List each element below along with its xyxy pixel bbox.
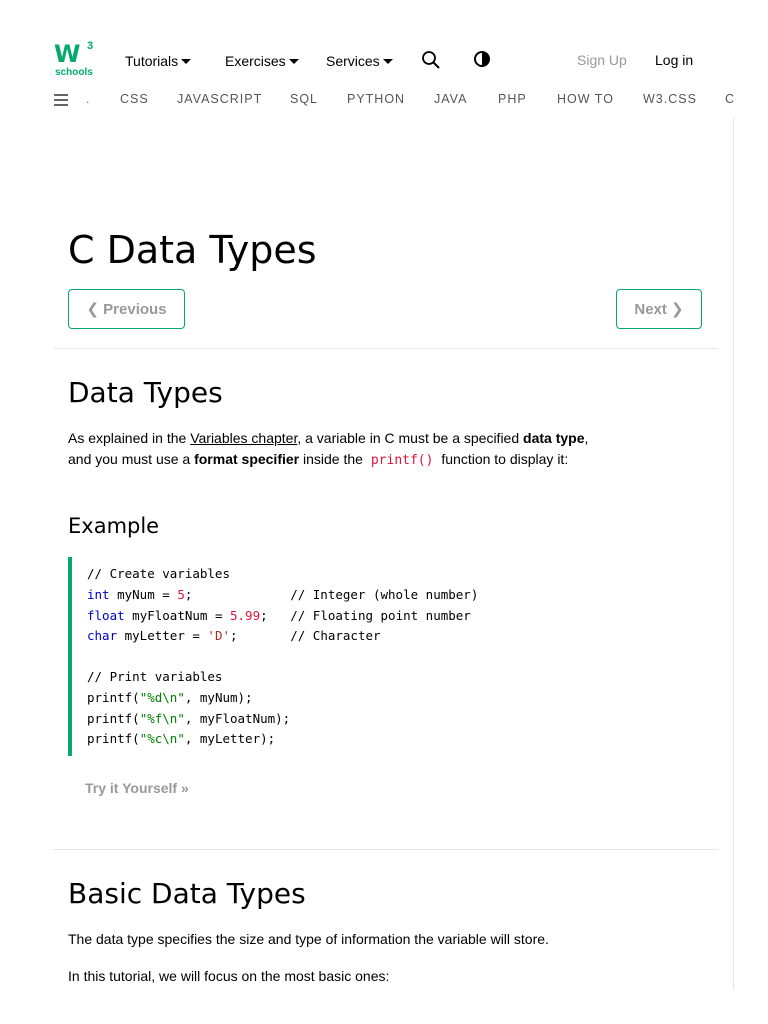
page-divider <box>733 118 734 990</box>
subnav-truncated-item: . <box>86 92 90 106</box>
search-icon[interactable] <box>421 50 441 70</box>
code-line: int myNum = 5; // Integer (whole number) <box>87 587 479 602</box>
code-line: // Create variables <box>87 566 230 581</box>
text: As explained in the <box>68 430 191 446</box>
bold-text: format specifier <box>194 451 300 467</box>
code-line: printf("%f\n", myFloatNum); <box>87 711 291 726</box>
page-title: C Data Types <box>68 228 317 272</box>
next-button[interactable]: Next ❯ <box>616 289 702 329</box>
sign-up-link[interactable]: Sign Up <box>577 52 627 68</box>
menu-exercises-label: Exercises <box>225 53 286 69</box>
inline-code: printf() <box>370 453 434 468</box>
section-heading-data-types: Data Types <box>68 376 223 409</box>
subnav-item-c[interactable]: C <box>725 92 736 106</box>
menu-services[interactable] <box>326 52 393 70</box>
log-in-link[interactable]: Log in <box>655 52 694 68</box>
subnav-item-javascript[interactable]: JAVASCRIPT <box>177 92 263 106</box>
caret-down-icon <box>181 59 191 64</box>
text: , <box>584 430 589 446</box>
menu-tutorials[interactable] <box>125 52 191 70</box>
text: inside the <box>299 451 367 467</box>
subnav-item-howto[interactable]: HOW TO <box>557 92 614 106</box>
code-line: printf("%d\n", myNum); <box>87 690 253 705</box>
subnav-item-php[interactable]: PHP <box>498 92 527 106</box>
menu-tutorials-label: Tutorials <box>125 53 179 69</box>
subject-navbar <box>0 88 768 114</box>
code-line: float myFloatNum = 5.99; // Floating point number <box>87 608 471 623</box>
caret-down-icon <box>289 59 299 64</box>
focus-paragraph: In this tutorial, we will focus on the most basic ones: <box>68 968 390 984</box>
try-it-yourself-button[interactable]: Try it Yourself » <box>85 780 189 796</box>
previous-button[interactable]: ❮ Previous <box>68 289 185 329</box>
text: and you must use a <box>68 451 195 467</box>
subnav-item-css[interactable]: CSS <box>120 92 149 106</box>
intro-paragraph <box>68 428 708 471</box>
code-line: char myLetter = 'D'; // Character <box>87 628 381 643</box>
subnav-item-python[interactable]: PYTHON <box>347 92 406 106</box>
example-heading: Example <box>68 514 160 538</box>
logo-superscript: 3 <box>87 40 94 52</box>
subnav-item-sql[interactable]: SQL <box>290 92 319 106</box>
section-heading-basic-data-types: Basic Data Types <box>68 877 306 910</box>
subnav-item-java[interactable]: JAVA <box>434 92 468 106</box>
basic-types-paragraph: The data type specifies the size and type of information the variable will store. <box>68 931 549 947</box>
w3schools-logo[interactable] <box>54 42 94 78</box>
hamburger-icon[interactable] <box>54 94 68 106</box>
top-navigation <box>0 0 768 120</box>
bold-text: data type <box>523 430 585 446</box>
logo-word: schools <box>55 67 93 78</box>
divider <box>53 849 718 850</box>
code-line: // Print variables <box>87 669 223 684</box>
menu-services-label: Services <box>326 53 380 69</box>
text: , a variable in C must be a specified <box>297 430 524 446</box>
variables-chapter-link[interactable]: Variables chapter <box>190 430 298 446</box>
caret-down-icon <box>383 59 393 64</box>
code-example <box>68 557 712 756</box>
text: function to display it: <box>437 451 569 467</box>
divider <box>53 348 718 349</box>
contrast-icon[interactable] <box>472 50 492 70</box>
menu-exercises[interactable] <box>225 52 299 70</box>
subnav-item-w3css[interactable]: W3.CSS <box>643 92 697 106</box>
logo-mark: W <box>54 40 79 68</box>
code-line: printf("%c\n", myLetter); <box>87 731 276 746</box>
